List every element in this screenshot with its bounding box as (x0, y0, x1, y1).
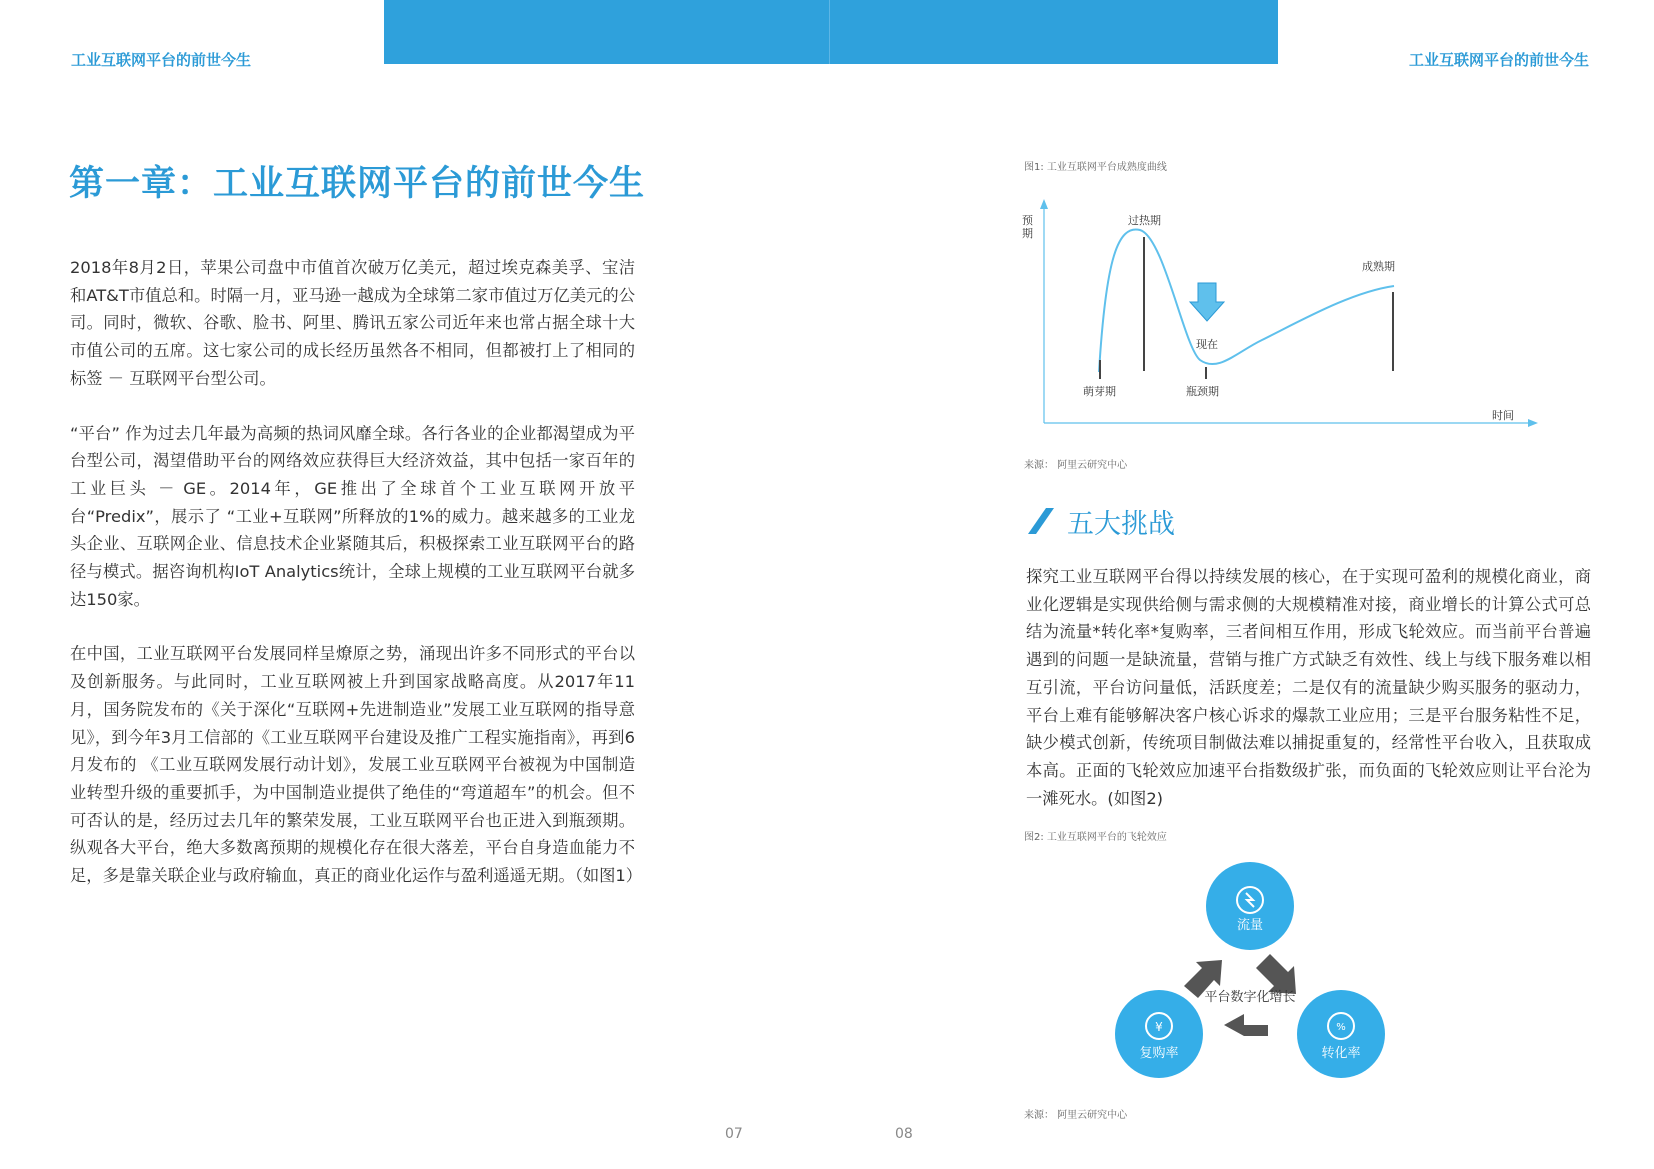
header-band (384, 0, 1278, 64)
flywheel-svg (1110, 860, 1390, 1085)
section-heading: 五大挑战 (1067, 509, 1175, 540)
flywheel-diagram (1110, 860, 1390, 1085)
label-now: 现在 (1196, 338, 1218, 351)
flywheel-center-label: 平台数字化增长 (1204, 990, 1296, 1005)
figure2-source: 来源： 阿里云研究中心 (1024, 1110, 1128, 1121)
node-conversion (1297, 990, 1385, 1078)
paragraph-2: “平台” 作为过去几年最为高频的热词风靡全球。各行各业的企业都渴望成为平台型公司，渴望借助平台的网络效应获得巨大经济效益，其中包括一家百年的工业巨头 － GE。2014年，GE推出了全球首个工业互联网开放平台“Predix”，展示了 “工业+互联网”所释放的1%的威力。越来越多的工业龙头企业、互联网企业、信息技术企业紧随其后，积极探索工业互联网平台的路径与模式。据咨询机构IoT Analytics统计，全球上规模的工业互联网平台就多达150家。 (70, 423, 635, 609)
node-repurchase-label: 复购率 (1139, 1046, 1179, 1061)
header-band-divider (829, 0, 830, 64)
left-column (70, 254, 643, 917)
figure1-caption: 图1: 工业互联网平台成熟度曲线 (1024, 162, 1167, 173)
now-arrow-icon (1190, 283, 1224, 321)
node-conversion-label: 转化率 (1321, 1046, 1361, 1061)
label-sprout: 萌芽期 (1083, 385, 1116, 398)
paragraph-3: 在中国，工业互联网平台发展同样呈燎原之势，涌现出许多不同形式的平台以及创新服务。与此同时，工业互联网被上升到国家战略高度。从2017年11月，国务院发布的《关于深化“互联网+先进制造业”发展工业互联网的指导意见》，到今年3月工信部的《工业互联网平台建设及推广工程实施指南》，再到6月发布的 《工业互联网发展行动计划》，发展工业互联网平台被视为中国制造业转型升级的重要抓手，为中国制造业提供了绝佳的“弯道超车”的机会。但不可否认的是，经历过去几年的繁荣发展，工业互联网平台也正进入到瓶颈期。纵观各大平台，绝大多数离预期的规模化存在很大落差，平台自身造血能力不足，多是靠关联企业与政府输血，真正的商业化运作与盈利遥遥无期。（如图1） (70, 644, 643, 886)
figure1-source: 来源： 阿里云研究中心 (1024, 460, 1128, 471)
page-number-left: 07 (725, 1126, 743, 1142)
arrow-conversion-to-repurchase (1224, 1014, 1268, 1036)
figure2-caption: 图2: 工业互联网平台的飞轮效应 (1024, 832, 1167, 843)
y-label-2: 期 (1022, 227, 1033, 240)
node-traffic-label: 流量 (1236, 918, 1264, 933)
running-head-right: 工业互联网平台的前世今生 (1408, 51, 1589, 69)
label-mature: 成熟期 (1362, 260, 1395, 273)
node-repurchase (1115, 990, 1203, 1078)
right-column (1026, 563, 1591, 839)
x-axis-arrow (1528, 419, 1538, 427)
label-bottleneck: 瓶颈期 (1186, 385, 1219, 398)
svg-text:%: % (1336, 1022, 1346, 1033)
node-traffic (1206, 862, 1294, 950)
hype-cycle-svg (1022, 197, 1544, 449)
page-number-right: 08 (895, 1126, 913, 1142)
running-head-left: 工业互联网平台的前世今生 (71, 51, 252, 69)
arrow-traffic-to-conversion (1256, 954, 1296, 994)
section-paragraph: 探究工业互联网平台得以持续发展的核心，在于实现可盈利的规模化商业，商业化逻辑是实现供给侧与需求侧的大规模精准对接，商业增长的计算公式可总结为流量*转化率*复购率，三者间相互作用，形成飞轮效应。而当前平台普遍遇到的问题一是缺流量，营销与推广方式缺乏有效性、线上与线下服务难以相互引流，平台访问量低，活跃度差；二是仅有的流量缺少购买服务的驱动力，平台上难有能够解决客户核心诉求的爆款工业应用；三是平台服务粘性不足，缺少模式创新，传统项目制做法难以捕捉重复的，经常性平台收入，且获取成本高。正面的飞轮效应加速平台指数级扩张，而负面的飞轮效应则让平台沦为一滩死水。(如图2) (1026, 567, 1591, 808)
hype-cycle-chart (1022, 197, 1544, 449)
chapter-title: 第一章：工业互联网平台的前世今生 (69, 164, 646, 204)
svg-text:¥: ¥ (1155, 1020, 1163, 1034)
y-label-1: 预 (1022, 214, 1033, 227)
slash-icon (1026, 506, 1056, 536)
y-axis-arrow (1040, 199, 1048, 209)
x-label: 时间 (1492, 409, 1514, 422)
paragraph-1: 2018年8月2日，苹果公司盘中市值首次破万亿美元，超过埃克森美孚、宝洁和AT&T市值总和。时隔一月，亚马逊一越成为全球第二家市值过万亿美元的公司。同时，微软、谷歌、脸书、阿里、腾讯五家公司近年来也常占据全球十大市值公司的五席。这七家公司的成长经历虽然各不相同，但都被打上了相同的标签 － 互联网平台型公司。 (70, 258, 635, 388)
label-peak: 过热期 (1128, 214, 1161, 227)
